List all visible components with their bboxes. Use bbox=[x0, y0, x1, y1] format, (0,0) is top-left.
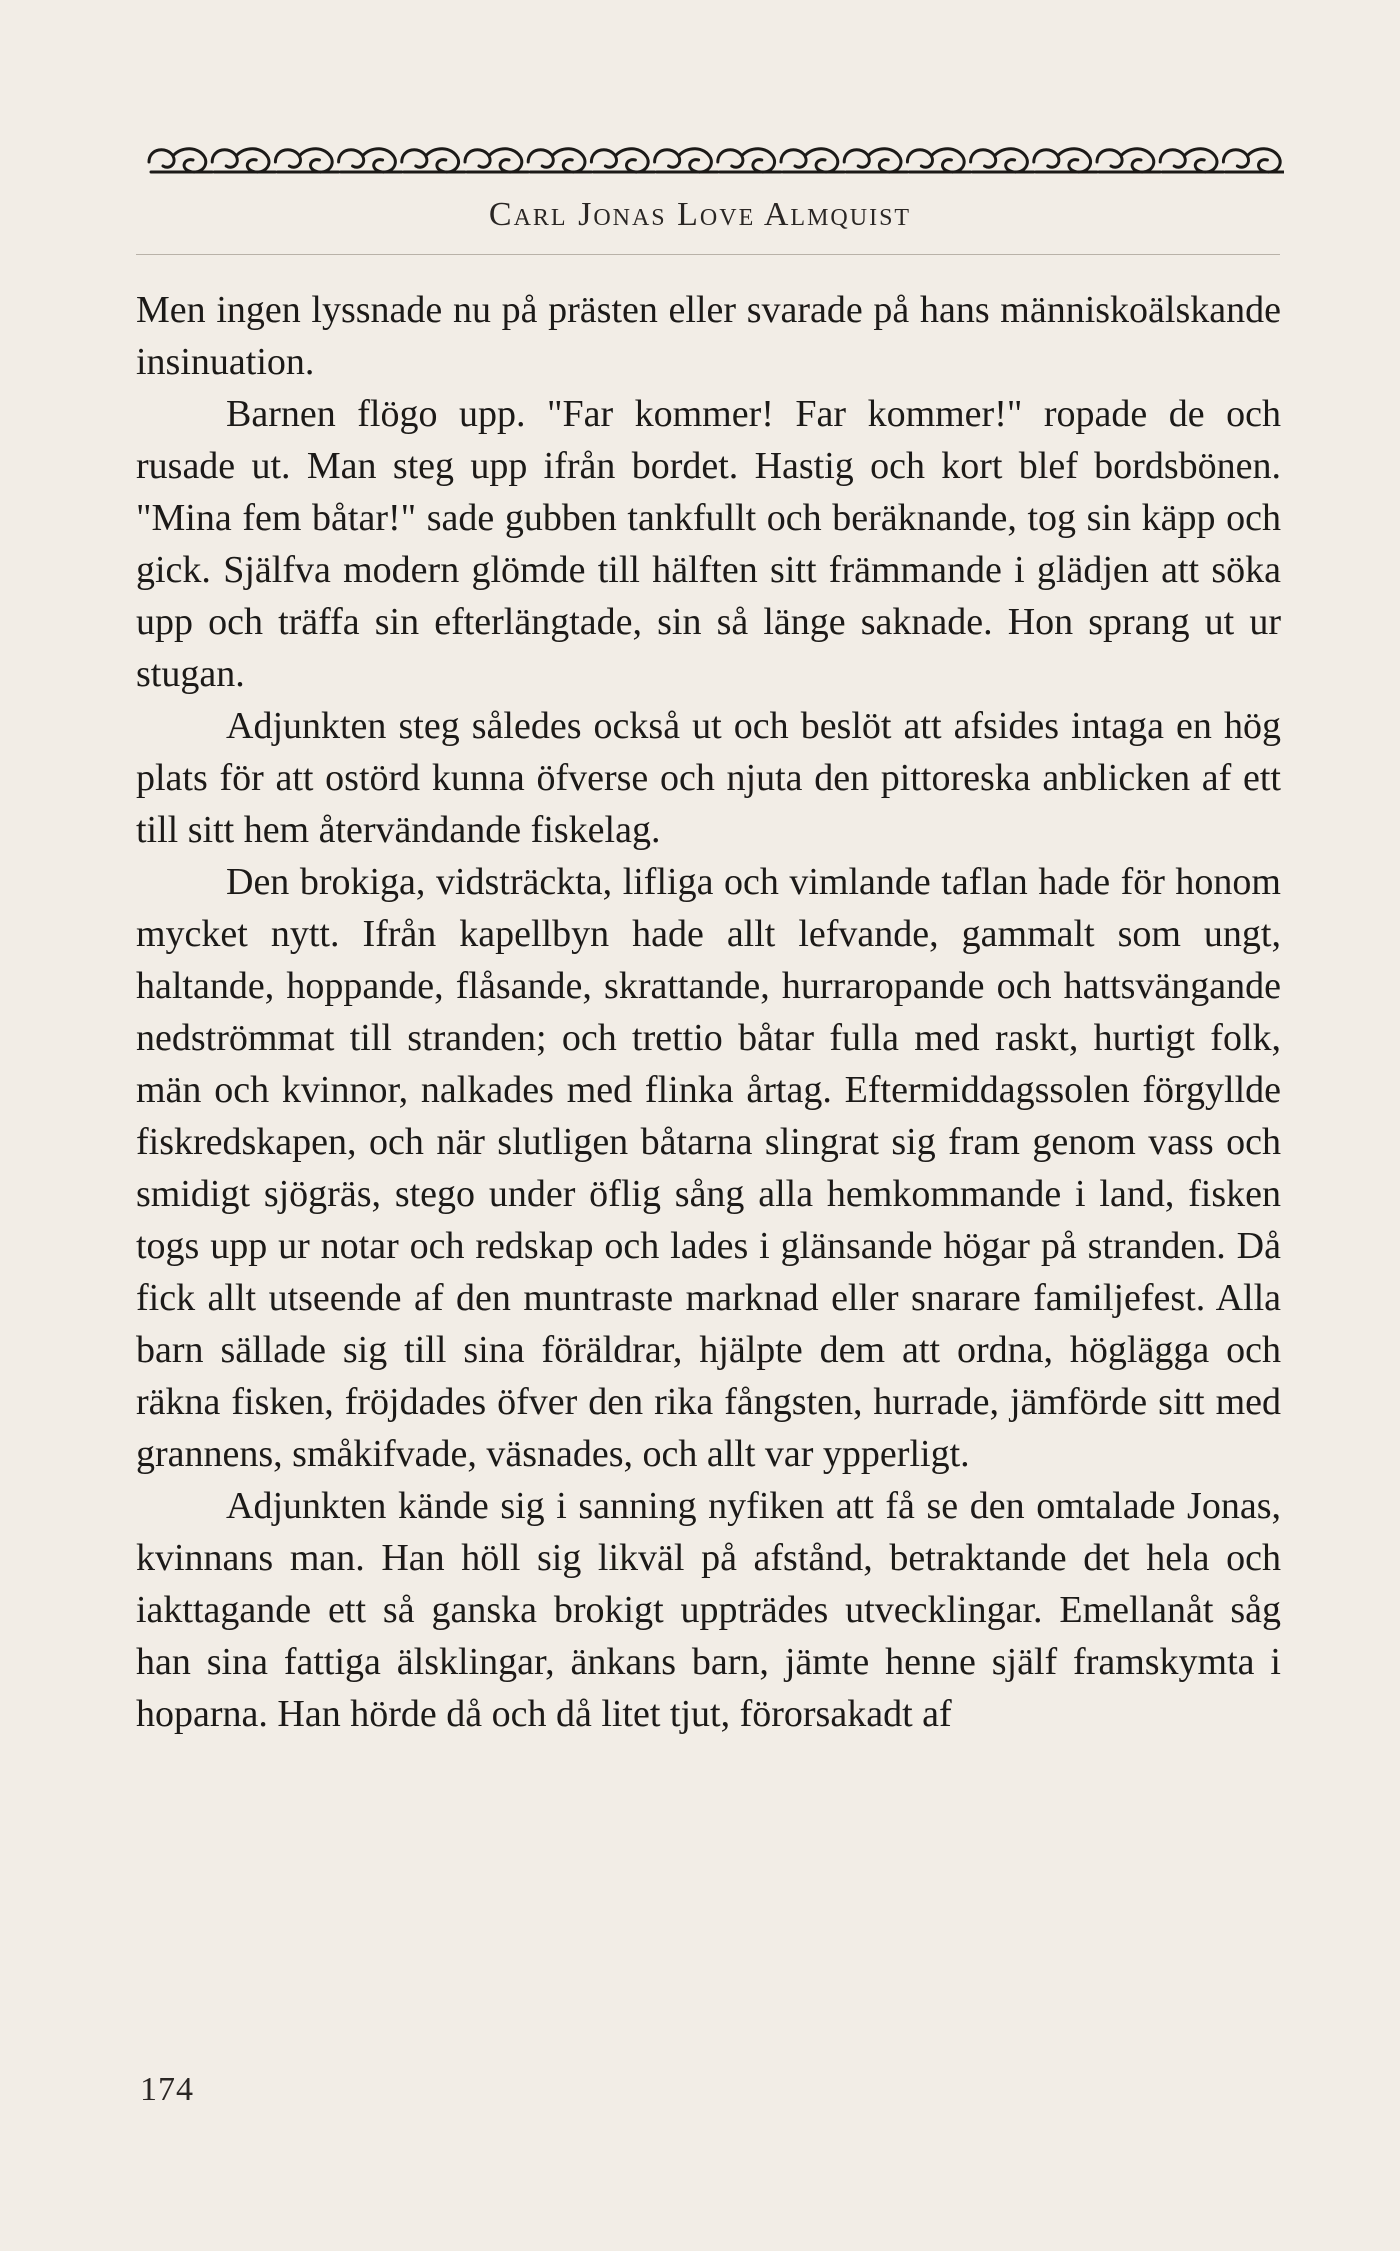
wave-ornament-unit bbox=[339, 149, 402, 172]
wave-ornament-unit bbox=[402, 149, 465, 172]
wave-ornament-unit bbox=[465, 149, 528, 172]
paragraph-2: Barnen flögo upp. "Far kommer! Far kommer!" ropade de och rusade ut. Man steg upp ifrån bordet. Hastig och kort blef bordsbönen. "Mina fem båtar!" sade gubben tankfullt och beräknande, tog sin käpp och gick. Själfva modern glömde till hälften sitt främmande i glädjen att söka upp och träffa sin efterlängtade, sin så länge saknade. Hon sprang ut ur stugan. bbox=[136, 393, 1281, 695]
page-number: 174 bbox=[140, 2071, 194, 2108]
wave-ornament-border bbox=[147, 140, 1284, 180]
wave-ornament-unit bbox=[275, 149, 338, 172]
body-text bbox=[136, 284, 1281, 1740]
paragraph-1: Men ingen lyssnade nu på prästen eller svarade på hans människoälskande insinuation. bbox=[136, 289, 1281, 383]
wave-ornament-unit bbox=[907, 149, 970, 172]
paragraph-4: Den brokiga, vidsträckta, lifliga och vimlande taflan hade för honom mycket nytt. Ifrån kapellbyn hade allt lefvande, gammalt som ungt, haltande, hoppande, flåsande, skrattande, hurraropande och hattsvängande nedströmmat till stranden; och trettio båtar fulla med raskt, hurtigt folk, män och kvinnor, nalkades med flinka årtag. Eftermiddagssolen förgyllde fiskredskapen, och när slutligen båtarna slingrat sig fram genom vass och smidigt sjögräs, stego under öflig sång alla hemkommande i land, fisken togs upp ur notar och redskap och lades i glänsande högar på stranden. Då fick allt utseende af den muntraste marknad eller snarare familjefest. Alla barn sällade sig till sina föräldrar, hjälpte dem att ordna, höglägga och räkna fisken, fröjdades öfver den rika fångsten, hurrade, jämförde sitt med grannens, småkifvade, väsnades, och allt var ypperligt. bbox=[136, 861, 1281, 1475]
wave-ornament-unit bbox=[212, 149, 275, 172]
wave-ornament-unit bbox=[591, 149, 654, 172]
wave-ornament-unit bbox=[1097, 149, 1160, 172]
wave-ornament-unit bbox=[718, 149, 781, 172]
wave-ornament-unit bbox=[971, 149, 1034, 172]
wave-ornament-unit bbox=[655, 149, 718, 172]
wave-ornament-unit bbox=[149, 149, 212, 172]
wave-ornament-unit bbox=[528, 149, 591, 172]
wave-ornament-unit bbox=[781, 149, 844, 172]
wave-ornament-unit bbox=[1034, 149, 1097, 172]
wave-ornament-unit bbox=[1223, 149, 1284, 172]
wave-ornament-unit bbox=[1160, 149, 1223, 172]
paragraph-5: Adjunkten kände sig i sanning nyfiken att få se den omtalade Jonas, kvinnans man. Han höll sig likväl på afstånd, betraktande det hela och iakttagande ett så ganska brokigt uppträdes utvecklingar. Emellanåt såg han sina fattiga älsklingar, änkans barn, jämte henne själf framskymta i hoparna. Han hörde då och då litet tjut, förorsakadt af bbox=[136, 1485, 1281, 1735]
paragraph-3: Adjunkten steg således också ut och beslöt att afsides intaga en hög plats för att ostörd kunna öfverse och njuta den pittoreska anblicken af ett till sitt hem återvändande fiskelag. bbox=[136, 705, 1281, 851]
header-rule bbox=[136, 254, 1280, 255]
running-head: Carl Jonas Love Almquist bbox=[488, 196, 912, 233]
wave-ornament-unit bbox=[844, 149, 907, 172]
